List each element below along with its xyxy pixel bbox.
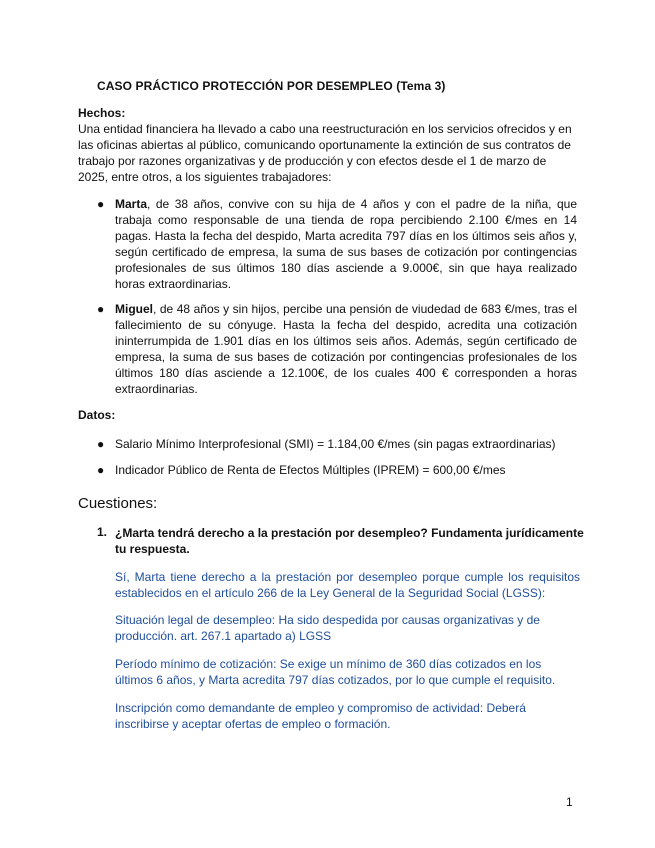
bullet-icon: ● <box>97 463 105 477</box>
answer-paragraph: Período mínimo de cotización: Se exige un mínimo de 360 días cotizados en los últimos 6 años, y Marta acredita 797 días cotizados, por lo que cumple el requisito. <box>115 657 556 687</box>
answer-paragraph: Inscripción como demandante de empleo y compromiso de actividad: Deberá inscribirse y aceptar ofertas de empleo o formación. <box>115 701 526 731</box>
page-number: 1 <box>566 795 573 809</box>
worker-miguel-paragraph <box>115 301 577 397</box>
bullet-icon: ● <box>97 437 105 451</box>
hechos-intro: Una entidad financiera ha llevado a cabo una reestructuración en los servicios ofrecidos y en las oficinas abiertas al público, comunicando oportunamente la extinción de sus contratos de trabajo por razones organizativas y de producción y con efectos desde el 1 de marzo de 2025, entre otros, a los siguientes trabajadores: <box>78 122 572 184</box>
hechos-heading: Hechos: <box>78 106 126 120</box>
dato-iprem: Indicador Público de Renta de Efectos Múltiples (IPREM) = 600,00 €/mes <box>115 463 506 477</box>
worker-description: , de 48 años y sin hijos, percibe una pensión de viudedad de 683 €/mes, tras el fallecimiento de su cónyuge. Hasta la fecha del despido, acredita una cotización ininterrumpida de 1.901 días en los últimos seis años. Además, según certificado de empresa, la suma de sus bases de cotización por contingencias profesionales de los últimos 180 días asciende a 12.100€, de los cuales 400 € corresponden a horas extraordinarias. <box>115 302 577 396</box>
dato-smi: Salario Mínimo Interprofesional (SMI) = 1.184,00 €/mes (sin pagas extraordinarias) <box>115 437 556 451</box>
datos-heading: Datos: <box>78 408 116 422</box>
bullet-icon: ● <box>97 197 105 211</box>
question-text: ¿Marta tendrá derecho a la prestación por desempleo? Fundamenta jurídicamente tu respuesta. <box>115 526 584 556</box>
question-number: 1. <box>97 525 108 539</box>
worker-description: , de 38 años, convive con su hija de 4 años y con el padre de la niña, que trabaja como responsable de una tienda de ropa percibiendo 2.100 €/mes en 14 pagas. Hasta la fecha del despido, Marta acredita 797 días en los últimos seis años y, según certificado de empresa, la suma de sus bases de cotización por contingencias profesionales de sus últimos 180 días asciende a 9.000€, sin que haya realizado horas extraordinarias. <box>115 197 577 291</box>
answer-paragraph: Situación legal de desempleo: Ha sido despedida por causas organizativas y de producción. art. 267.1 apartado a) LGSS <box>115 613 540 643</box>
worker-name: Marta <box>115 197 148 211</box>
worker-name: Miguel <box>115 302 153 316</box>
answer-paragraph: Sí, Marta tiene derecho a la prestación por desempleo porque cumple los requisitos establecidos en el artículo 266 de la Ley General de la Seguridad Social (LGSS): <box>115 570 580 600</box>
worker-marta-paragraph <box>115 196 577 292</box>
cuestiones-heading: Cuestiones: <box>78 495 158 512</box>
bullet-icon: ● <box>97 302 105 316</box>
document-title: CASO PRÁCTICO PROTECCIÓN POR DESEMPLEO (Tema 3) <box>97 79 446 93</box>
